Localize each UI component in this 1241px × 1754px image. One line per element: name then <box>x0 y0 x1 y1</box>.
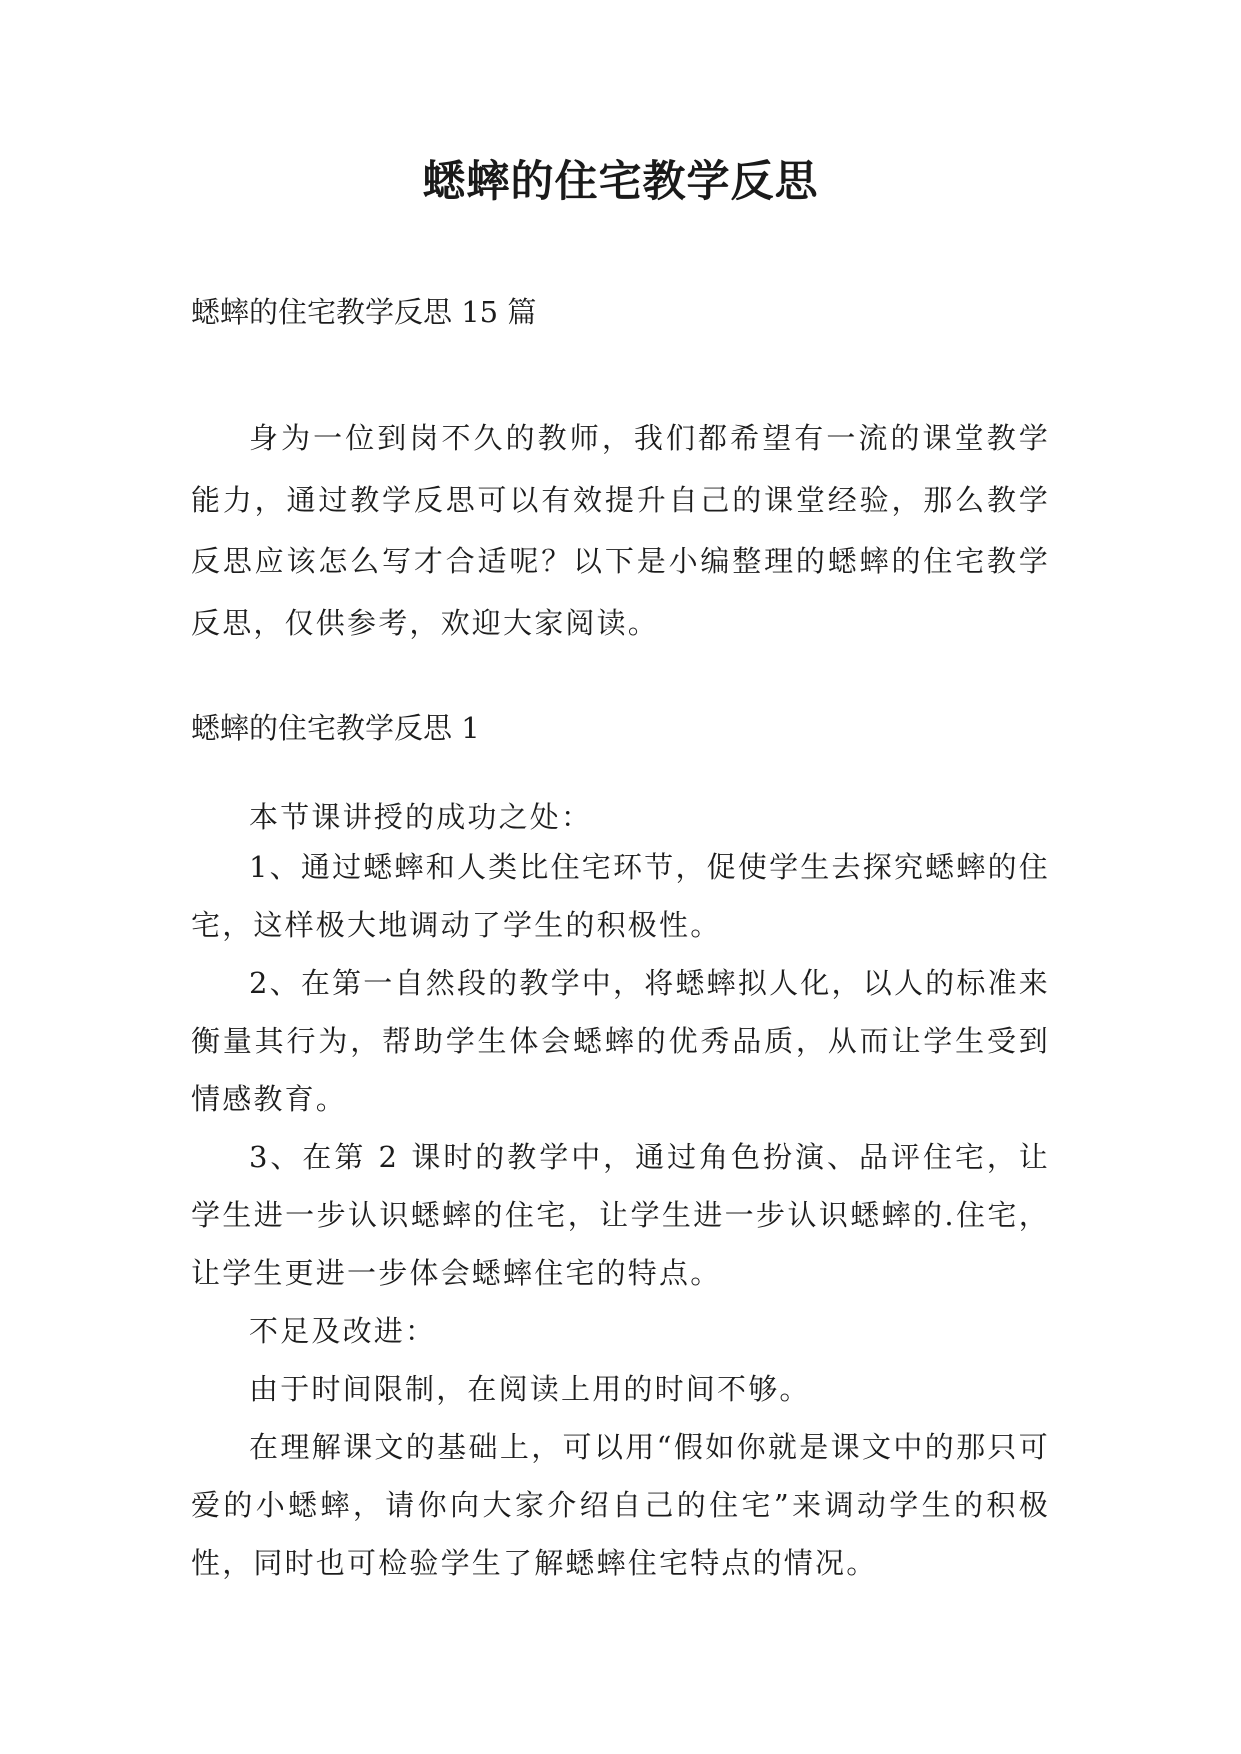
body-paragraph: 在理解课文的基础上，可以用“假如你就是课文中的那只可爱的小蟋蟀，请你向大家介绍自己的住宅”来调动学生的积极性，同时也可检验学生了解蟋蟀住宅特点的情况。 <box>191 1430 1050 1580</box>
document-title: 蟋蟀的住宅教学反思 <box>422 157 819 207</box>
body-paragraph: 不足及改进： <box>249 1314 437 1348</box>
body-paragraph: 2、在第一自然段的教学中，将蟋蟀拟人化，以人的标准来衡量其行为，帮助学生体会蟋蟀的优秀品质，从而让学生受到情感教育。 <box>191 966 1050 1116</box>
body-paragraph: 本节课讲授的成功之处： <box>249 800 593 834</box>
intro-paragraph: 身为一位到岗不久的教师，我们都希望有一流的课堂教学能力，通过教学反思可以有效提升自己的课堂经验，那么教学反思应该怎么写才合适呢？以下是小编整理的蟋蟀的住宅教学反思，仅供参考，欢迎大家阅读。 <box>191 421 1050 640</box>
document-subtitle: 蟋蟀的住宅教学反思 15 篇 <box>191 295 537 329</box>
body-paragraph: 由于时间限制，在阅读上用的时间不够。 <box>249 1372 811 1406</box>
body-paragraph: 1、通过蟋蟀和人类比住宅环节，促使学生去探究蟋蟀的住宅，这样极大地调动了学生的积极性。 <box>191 850 1050 942</box>
section-heading: 蟋蟀的住宅教学反思 1 <box>191 711 480 745</box>
body-paragraph: 3、在第 2 课时的教学中，通过角色扮演、品评住宅，让学生进一步认识蟋蟀的住宅，让学生进一步认识蟋蟀的.住宅，让学生更进一步体会蟋蟀住宅的特点。 <box>191 1140 1050 1290</box>
